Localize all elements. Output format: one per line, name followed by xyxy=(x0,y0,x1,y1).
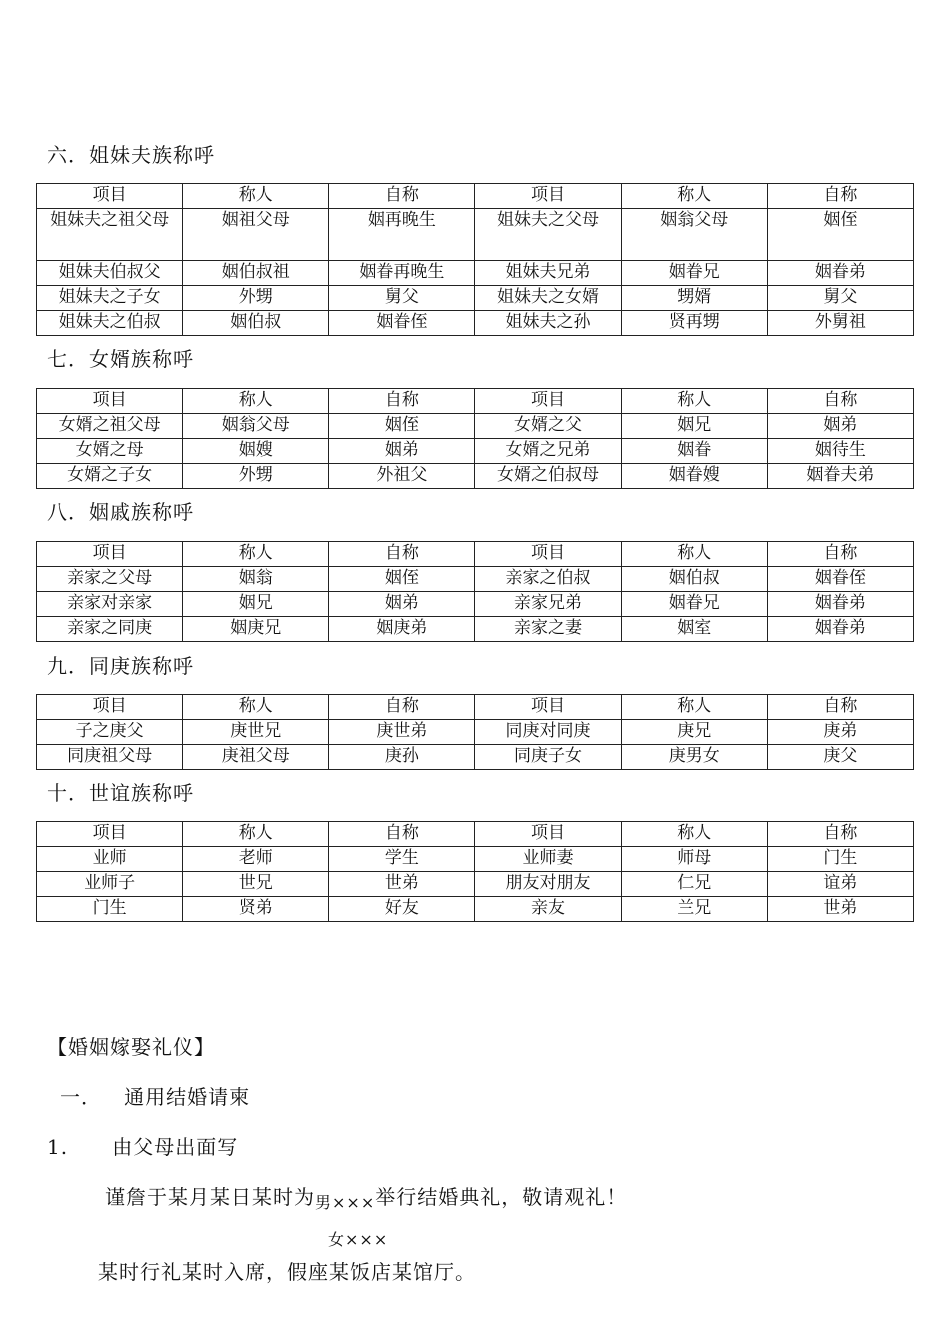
table-cell: 仁兄 xyxy=(621,872,767,897)
relations-table-10 xyxy=(36,821,914,922)
section-heading-7: 七．女婿族称呼 xyxy=(47,347,194,371)
table-cell: 子之庚父 xyxy=(37,720,183,745)
table-cell: 舅父 xyxy=(767,286,913,311)
table-cell: 庚兄 xyxy=(621,720,767,745)
header-cell: 项目 xyxy=(37,822,183,847)
table-cell: 姻待生 xyxy=(767,439,913,464)
header-cell: 项目 xyxy=(475,695,621,720)
table-cell: 谊弟 xyxy=(767,872,913,897)
table-cell: 姐妹夫之孙 xyxy=(475,311,621,336)
section-heading-8: 八．姻戚族称呼 xyxy=(47,500,194,524)
table-row xyxy=(37,311,914,336)
table-row xyxy=(37,872,914,897)
table-cell: 姻兄 xyxy=(621,414,767,439)
table-cell: 姻弟 xyxy=(767,414,913,439)
table-cell: 亲家之伯叔 xyxy=(475,567,621,592)
header-cell: 自称 xyxy=(329,389,475,414)
table-cell: 同庚祖父母 xyxy=(37,745,183,770)
table-cell: 姻眷兄 xyxy=(621,261,767,286)
table-cell: 姻翁父母 xyxy=(621,209,767,261)
table-cell: 贤弟 xyxy=(183,897,329,922)
table-row xyxy=(37,567,914,592)
table-cell: 业师子 xyxy=(37,872,183,897)
table-header-row xyxy=(37,184,914,209)
table-cell: 甥婿 xyxy=(621,286,767,311)
table-cell: 门生 xyxy=(767,847,913,872)
table-row xyxy=(37,439,914,464)
relations-table-6 xyxy=(36,183,914,336)
table-cell: 世弟 xyxy=(329,872,475,897)
header-cell: 称人 xyxy=(621,542,767,567)
table-cell: 姻眷夫弟 xyxy=(767,464,913,489)
table-row xyxy=(37,847,914,872)
section-heading-9: 九．同庚族称呼 xyxy=(47,654,194,678)
table-cell: 姐妹夫伯叔父 xyxy=(37,261,183,286)
header-cell: 自称 xyxy=(767,184,913,209)
table-cell: 亲家之父母 xyxy=(37,567,183,592)
table-cell: 庚世弟 xyxy=(329,720,475,745)
table-row xyxy=(37,286,914,311)
wedding-subsection-title: 一． 通用结婚请柬 xyxy=(60,1085,251,1109)
table-row xyxy=(37,745,914,770)
header-cell: 称人 xyxy=(183,184,329,209)
table-cell: 姻侄 xyxy=(767,209,913,261)
table-cell: 姐妹夫之父母 xyxy=(475,209,621,261)
table-cell: 姻兄 xyxy=(183,592,329,617)
table-cell: 庚孙 xyxy=(329,745,475,770)
table-cell: 亲友 xyxy=(475,897,621,922)
table-cell: 世兄 xyxy=(183,872,329,897)
table-cell: 姻眷弟 xyxy=(767,592,913,617)
table-cell: 业师 xyxy=(37,847,183,872)
header-cell: 自称 xyxy=(329,822,475,847)
header-cell: 项目 xyxy=(37,389,183,414)
table-cell: 姻侄 xyxy=(329,414,475,439)
table-cell: 门生 xyxy=(37,897,183,922)
table-cell: 庚世兄 xyxy=(183,720,329,745)
header-cell: 称人 xyxy=(183,542,329,567)
relations-table-8 xyxy=(36,541,914,642)
header-cell: 项目 xyxy=(475,389,621,414)
table-cell: 姻嫂 xyxy=(183,439,329,464)
table-cell: 女婿之伯叔母 xyxy=(475,464,621,489)
table-cell: 朋友对朋友 xyxy=(475,872,621,897)
invitation-groom: 男××× xyxy=(315,1193,376,1212)
header-cell: 称人 xyxy=(183,389,329,414)
table-row xyxy=(37,209,914,261)
table-header-row xyxy=(37,542,914,567)
header-cell: 自称 xyxy=(329,184,475,209)
table-row xyxy=(37,414,914,439)
table-cell: 姻眷嫂 xyxy=(621,464,767,489)
header-cell: 项目 xyxy=(37,695,183,720)
table-cell: 姐妹夫之女婿 xyxy=(475,286,621,311)
table-cell: 舅父 xyxy=(329,286,475,311)
table-row xyxy=(37,617,914,642)
table-cell: 同庚子女 xyxy=(475,745,621,770)
header-cell: 项目 xyxy=(37,184,183,209)
invitation-text-pre: 谨詹于某月某日某时为 xyxy=(105,1185,315,1209)
table-cell: 兰兄 xyxy=(621,897,767,922)
table-cell: 同庚对同庚 xyxy=(475,720,621,745)
invitation-text-post: 举行结婚典礼，敬请观礼！ xyxy=(375,1185,628,1209)
table-cell: 姻庚兄 xyxy=(183,617,329,642)
table-cell: 外甥 xyxy=(183,286,329,311)
invitation-bride: 女××× xyxy=(328,1230,389,1249)
table-cell: 姻室 xyxy=(621,617,767,642)
table-cell: 庚弟 xyxy=(767,720,913,745)
table-cell: 姻弟 xyxy=(329,592,475,617)
relations-table-9 xyxy=(36,694,914,770)
table-cell: 亲家对亲家 xyxy=(37,592,183,617)
table-header-row xyxy=(37,695,914,720)
header-cell: 项目 xyxy=(37,542,183,567)
table-cell: 姻眷再晚生 xyxy=(329,261,475,286)
table-row xyxy=(37,592,914,617)
table-cell: 贤再甥 xyxy=(621,311,767,336)
table-row xyxy=(37,897,914,922)
table-row xyxy=(37,720,914,745)
table-cell: 姻眷兄 xyxy=(621,592,767,617)
table-row xyxy=(37,261,914,286)
table-cell: 外甥 xyxy=(183,464,329,489)
table-cell: 好友 xyxy=(329,897,475,922)
table-cell: 姐妹夫之祖父母 xyxy=(37,209,183,261)
invitation-line xyxy=(105,1185,627,1211)
header-cell: 称人 xyxy=(621,184,767,209)
header-cell: 自称 xyxy=(767,695,913,720)
table-cell: 外祖父 xyxy=(329,464,475,489)
header-cell: 自称 xyxy=(767,822,913,847)
header-cell: 称人 xyxy=(621,822,767,847)
table-cell: 女婿之子女 xyxy=(37,464,183,489)
table-cell: 世弟 xyxy=(767,897,913,922)
table-cell: 姻翁父母 xyxy=(183,414,329,439)
table-cell: 姻眷弟 xyxy=(767,261,913,286)
header-cell: 自称 xyxy=(767,542,913,567)
table-cell: 姻庚弟 xyxy=(329,617,475,642)
table-cell: 姐妹夫兄弟 xyxy=(475,261,621,286)
table-cell: 姻眷侄 xyxy=(329,311,475,336)
table-cell: 姻侄 xyxy=(329,567,475,592)
table-cell: 业师妻 xyxy=(475,847,621,872)
header-cell: 自称 xyxy=(767,389,913,414)
table-cell: 亲家兄弟 xyxy=(475,592,621,617)
table-cell: 女婿之兄弟 xyxy=(475,439,621,464)
table-cell: 庚祖父母 xyxy=(183,745,329,770)
header-cell: 项目 xyxy=(475,184,621,209)
table-cell: 女婿之父 xyxy=(475,414,621,439)
section-heading-6: 六．姐妹夫族称呼 xyxy=(47,143,215,167)
table-cell: 姻眷 xyxy=(621,439,767,464)
invitation-closing-line: 某时行礼某时入席，假座某饭店某馆厅。 xyxy=(98,1260,476,1284)
section-heading-10: 十．世谊族称呼 xyxy=(47,781,194,805)
table-cell: 亲家之妻 xyxy=(475,617,621,642)
header-cell: 称人 xyxy=(183,822,329,847)
table-cell: 外舅祖 xyxy=(767,311,913,336)
table-cell: 学生 xyxy=(329,847,475,872)
table-cell: 姐妹夫之伯叔 xyxy=(37,311,183,336)
table-cell: 女婿之母 xyxy=(37,439,183,464)
table-cell: 姻眷侄 xyxy=(767,567,913,592)
table-cell: 亲家之同庚 xyxy=(37,617,183,642)
header-cell: 称人 xyxy=(621,389,767,414)
table-cell: 姐妹夫之子女 xyxy=(37,286,183,311)
wedding-item-title: 1. 由父母出面写 xyxy=(47,1135,239,1159)
table-header-row xyxy=(37,822,914,847)
table-cell: 庚男女 xyxy=(621,745,767,770)
table-cell: 女婿之祖父母 xyxy=(37,414,183,439)
table-cell: 姻眷弟 xyxy=(767,617,913,642)
table-cell: 老师 xyxy=(183,847,329,872)
table-header-row xyxy=(37,389,914,414)
header-cell: 项目 xyxy=(475,542,621,567)
relations-table-7 xyxy=(36,388,914,489)
table-cell: 姻伯叔祖 xyxy=(183,261,329,286)
header-cell: 项目 xyxy=(475,822,621,847)
table-cell: 姻再晚生 xyxy=(329,209,475,261)
wedding-section-title: 【婚姻嫁娶礼仪】 xyxy=(47,1035,215,1059)
table-cell: 姻伯叔 xyxy=(621,567,767,592)
header-cell: 自称 xyxy=(329,542,475,567)
table-cell: 庚父 xyxy=(767,745,913,770)
table-cell: 姻祖父母 xyxy=(183,209,329,261)
header-cell: 自称 xyxy=(329,695,475,720)
header-cell: 称人 xyxy=(183,695,329,720)
table-cell: 姻伯叔 xyxy=(183,311,329,336)
table-cell: 姻弟 xyxy=(329,439,475,464)
table-row xyxy=(37,464,914,489)
header-cell: 称人 xyxy=(621,695,767,720)
table-cell: 师母 xyxy=(621,847,767,872)
table-cell: 姻翁 xyxy=(183,567,329,592)
